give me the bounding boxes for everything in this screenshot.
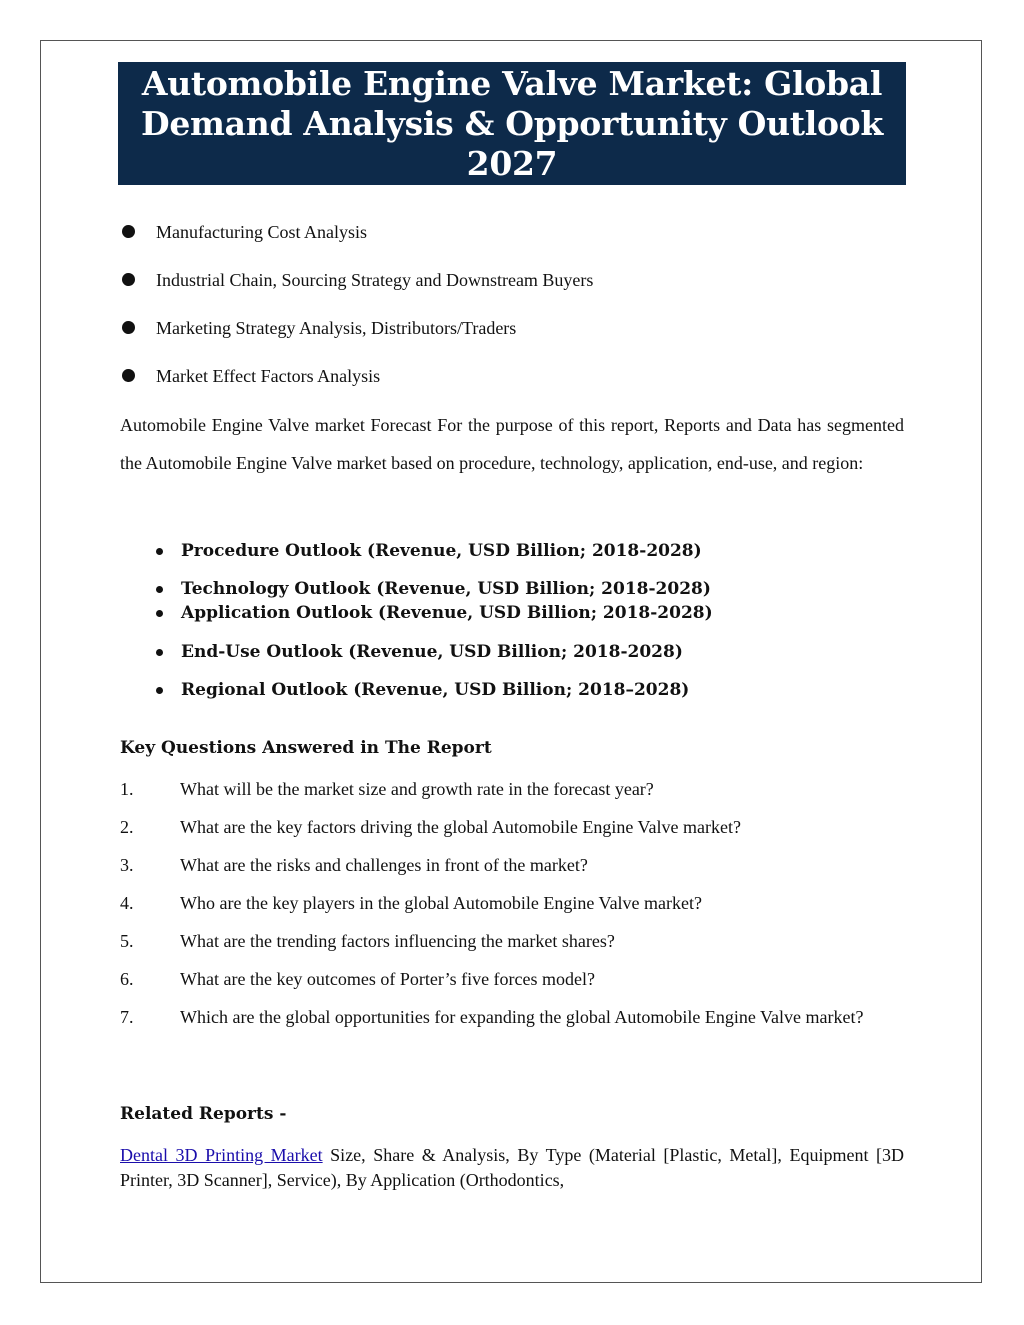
outlook-bullet-text: Regional Outlook (Revenue, USD Billion; 2018–2028) bbox=[181, 680, 690, 700]
outlook-bullet-text: End-Use Outlook (Revenue, USD Billion; 2018-2028) bbox=[181, 642, 683, 662]
feature-bullet bbox=[120, 358, 900, 406]
question-text: What are the key outcomes of Porter’s five forces model? bbox=[180, 969, 596, 989]
feature-bullet bbox=[120, 262, 900, 310]
question-text: What are the risks and challenges in front of the market? bbox=[180, 855, 588, 875]
bullet-dot-icon bbox=[156, 687, 163, 694]
question-number: 6. bbox=[120, 969, 134, 989]
bullet-dot-icon bbox=[156, 610, 163, 617]
bullet-dot-icon bbox=[122, 321, 135, 334]
question-item bbox=[120, 929, 904, 953]
question-item bbox=[120, 1005, 904, 1029]
question-number: 7. bbox=[120, 1007, 134, 1027]
outlook-bullet-text: Procedure Outlook (Revenue, USD Billion; 2018-2028) bbox=[181, 541, 702, 561]
related-report-description: Size, Share & Analysis, By Type (Material [Plastic, Metal], Equipment [3D Printer, 3D Scanner], Service), By Application (Orthodontics, bbox=[120, 1145, 904, 1190]
question-number: 3. bbox=[120, 855, 134, 875]
feature-bullet-text: Industrial Chain, Sourcing Strategy and Downstream Buyers bbox=[156, 270, 594, 290]
title-line-3: 2027 bbox=[466, 144, 558, 183]
question-number: 5. bbox=[120, 931, 134, 951]
question-number: 1. bbox=[120, 779, 134, 799]
feature-bullet-text: Marketing Strategy Analysis, Distributors/Traders bbox=[156, 318, 517, 338]
intro-paragraph bbox=[120, 406, 904, 482]
bullet-dot-icon bbox=[156, 586, 163, 593]
title-line-2: Demand Analysis & Opportunity Outlook bbox=[141, 104, 883, 143]
question-item bbox=[120, 853, 904, 877]
related-reports-heading: Related Reports - bbox=[120, 1104, 287, 1124]
outlook-bullet-text: Technology Outlook (Revenue, USD Billion; 2018-2028) bbox=[181, 579, 711, 599]
feature-bullet bbox=[120, 310, 900, 358]
related-report-paragraph bbox=[120, 1143, 904, 1193]
title-line-1: Automobile Engine Valve Market: Global bbox=[141, 64, 883, 103]
outlook-bullet-text: Application Outlook (Revenue, USD Billion; 2018-2028) bbox=[181, 603, 713, 623]
question-text: What are the trending factors influencing the market shares? bbox=[180, 931, 615, 951]
title-banner bbox=[118, 62, 906, 185]
related-report-link[interactable]: Dental 3D Printing Market bbox=[120, 1145, 323, 1165]
key-questions-heading: Key Questions Answered in The Report bbox=[120, 738, 492, 758]
bullet-dot-icon bbox=[156, 548, 163, 555]
question-item bbox=[120, 967, 904, 991]
feature-bullet bbox=[120, 214, 900, 262]
bullet-dot-icon bbox=[156, 649, 163, 656]
question-number: 4. bbox=[120, 893, 134, 913]
question-item bbox=[120, 891, 904, 915]
feature-bullet-list bbox=[120, 214, 900, 406]
question-text: What will be the market size and growth rate in the forecast year? bbox=[180, 779, 654, 799]
bullet-dot-icon bbox=[122, 369, 135, 382]
question-text: What are the key factors driving the global Automobile Engine Valve market? bbox=[180, 817, 741, 837]
question-text: Who are the key players in the global Automobile Engine Valve market? bbox=[180, 893, 703, 913]
question-item bbox=[120, 777, 904, 801]
question-item bbox=[120, 815, 904, 839]
question-number: 2. bbox=[120, 817, 134, 837]
bullet-dot-icon bbox=[122, 273, 135, 286]
feature-bullet-text: Manufacturing Cost Analysis bbox=[156, 222, 367, 242]
feature-bullet-text: Market Effect Factors Analysis bbox=[156, 366, 381, 386]
bullet-dot-icon bbox=[122, 225, 135, 238]
intro-text: Automobile Engine Valve market Forecast For the purpose of this report, Reports and Data has segmented the Automobile Engine Valve market based on procedure, technology, application, end-use, and region: bbox=[120, 415, 904, 473]
question-text: Which are the global opportunities for expanding the global Automobile Engine Valve market? bbox=[180, 1007, 864, 1027]
